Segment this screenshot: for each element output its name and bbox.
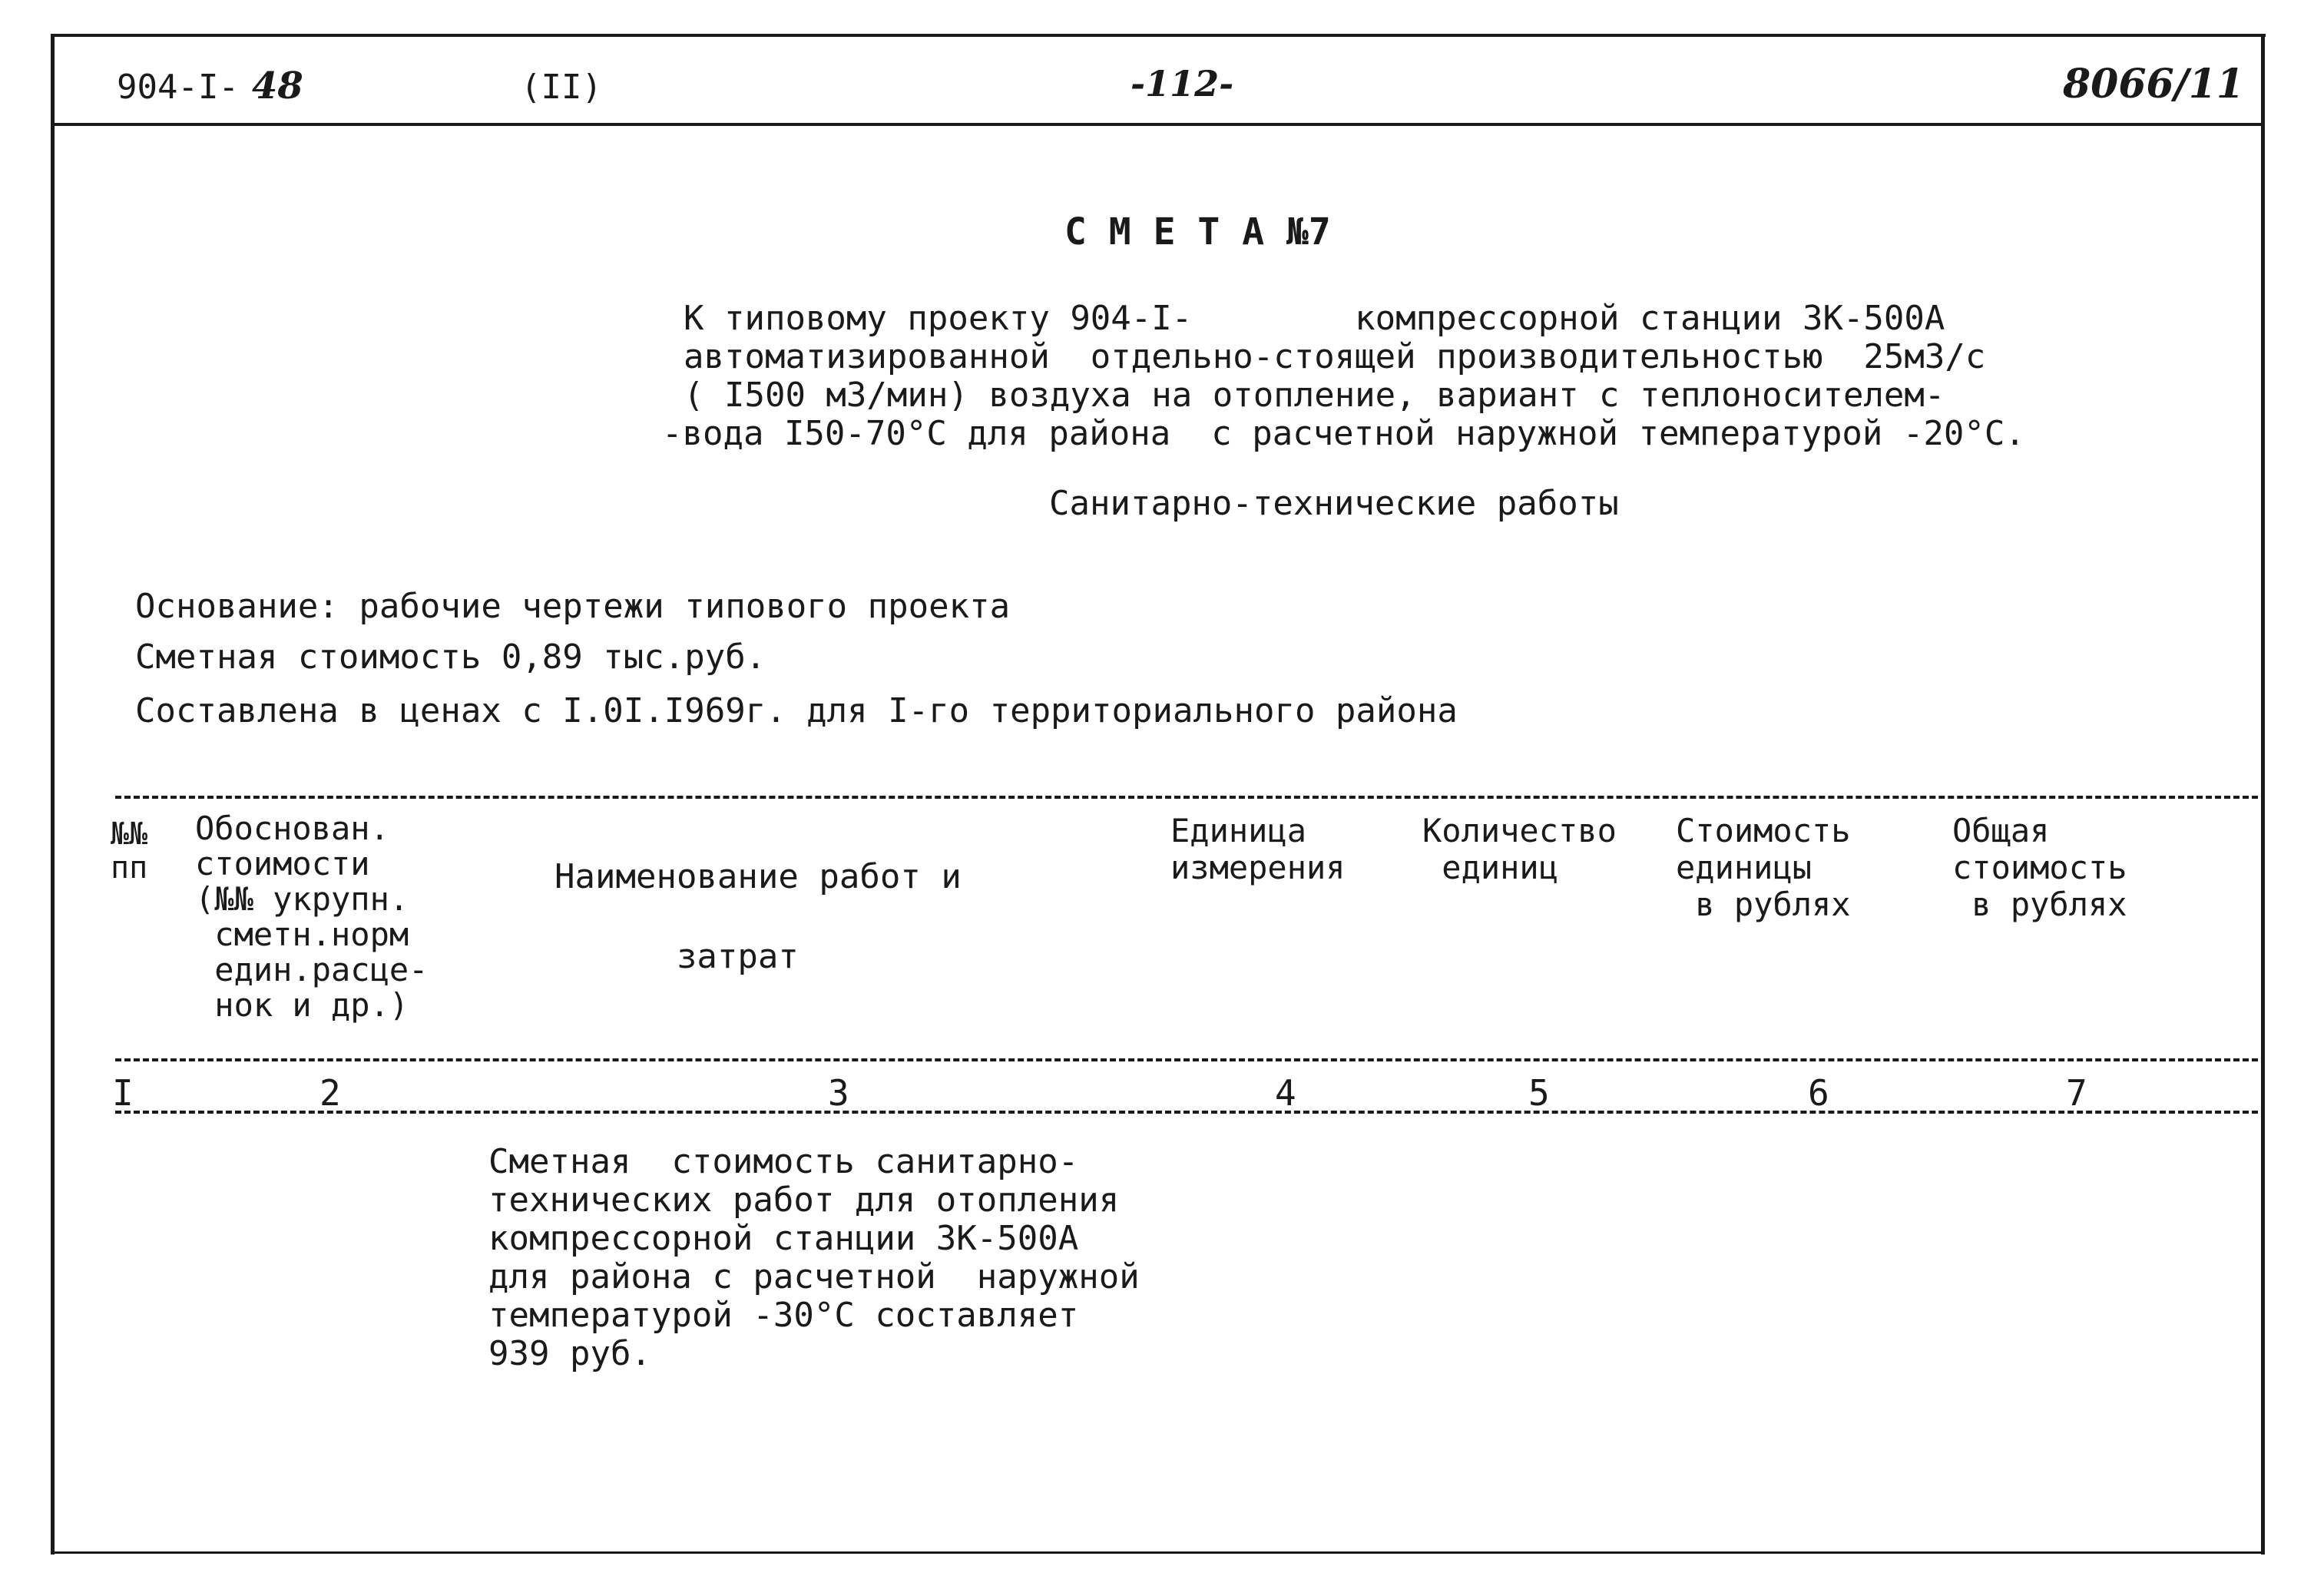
frame-top-border	[54, 34, 2266, 37]
column-header-4: Единица измерения	[1170, 812, 1346, 886]
description-line: автоматизированной отдельно-стоящей производительностью 25м3/с	[684, 337, 1986, 376]
header-bottom-rule	[115, 1058, 2258, 1061]
column-number-6: 6	[1808, 1072, 1829, 1114]
description-line: К типовому проекту 904-I- компрессорной станции 3К-500А	[684, 299, 1945, 338]
column-number-5: 5	[1528, 1072, 1550, 1114]
note-line: технических работ для отопления	[488, 1180, 1120, 1220]
document-heading: С М Е Т А №7	[1064, 210, 1331, 253]
column-number-bottom-rule	[115, 1111, 2258, 1114]
description-line: -вода I50-70°С для района с расчетной наружной температурой -20°С.	[662, 414, 2025, 453]
note-line: 939 руб.	[488, 1334, 651, 1373]
description-line: ( I500 м3/мин) воздуха на отопление, вариант с теплоносителем-	[684, 376, 1945, 415]
frame-left-border	[51, 34, 55, 1555]
column-number-1: I	[112, 1072, 134, 1114]
project-code-handwritten: 48	[252, 65, 303, 108]
frame-right-border	[2261, 34, 2265, 1555]
note-line: компрессорной станции 3К-500А	[488, 1219, 1079, 1258]
table-top-rule	[115, 796, 2258, 799]
page-number: -112-	[1131, 63, 1234, 104]
column-number-2: 2	[319, 1072, 341, 1114]
sheet-code: 8066/11	[2063, 61, 2245, 108]
column-header-2: Обоснован. стоимости (№№ укрупн. сметн.норм един.расце- нок и др.)	[195, 810, 429, 1024]
column-number-4: 4	[1275, 1072, 1296, 1114]
column-header-5: Количество единиц	[1422, 812, 1617, 886]
note-line: температурой -30°С составляет	[488, 1296, 1079, 1335]
column-header-6: Стоимость единицы в рублях	[1676, 812, 1851, 923]
column-header-7: Общая стоимость в рублях	[1952, 812, 2127, 923]
column-header-1: №№ пп	[111, 816, 148, 886]
estimated-cost-line: Сметная стоимость 0,89 тыс.руб.	[135, 637, 766, 677]
section-subtitle: Санитарно-технические работы	[1049, 484, 1619, 523]
basis-line: Основание: рабочие чертежи типового проекта	[135, 587, 1011, 626]
frame-bottom-border	[51, 1551, 2263, 1554]
price-basis-line: Составлена в ценах с I.0I.I969г. для I-го территориального района	[135, 691, 1458, 730]
note-line: Сметная стоимость санитарно-	[488, 1142, 1079, 1181]
column-number-3: 3	[828, 1072, 849, 1114]
project-code-prefix: 904-I-	[117, 68, 239, 107]
note-line: для района с расчетной наружной	[488, 1257, 1140, 1296]
column-header-3: Наименование работ и затрат	[554, 857, 962, 976]
header-rule	[54, 123, 2263, 126]
column-number-7: 7	[2066, 1072, 2087, 1114]
volume-number: (II)	[521, 68, 602, 107]
